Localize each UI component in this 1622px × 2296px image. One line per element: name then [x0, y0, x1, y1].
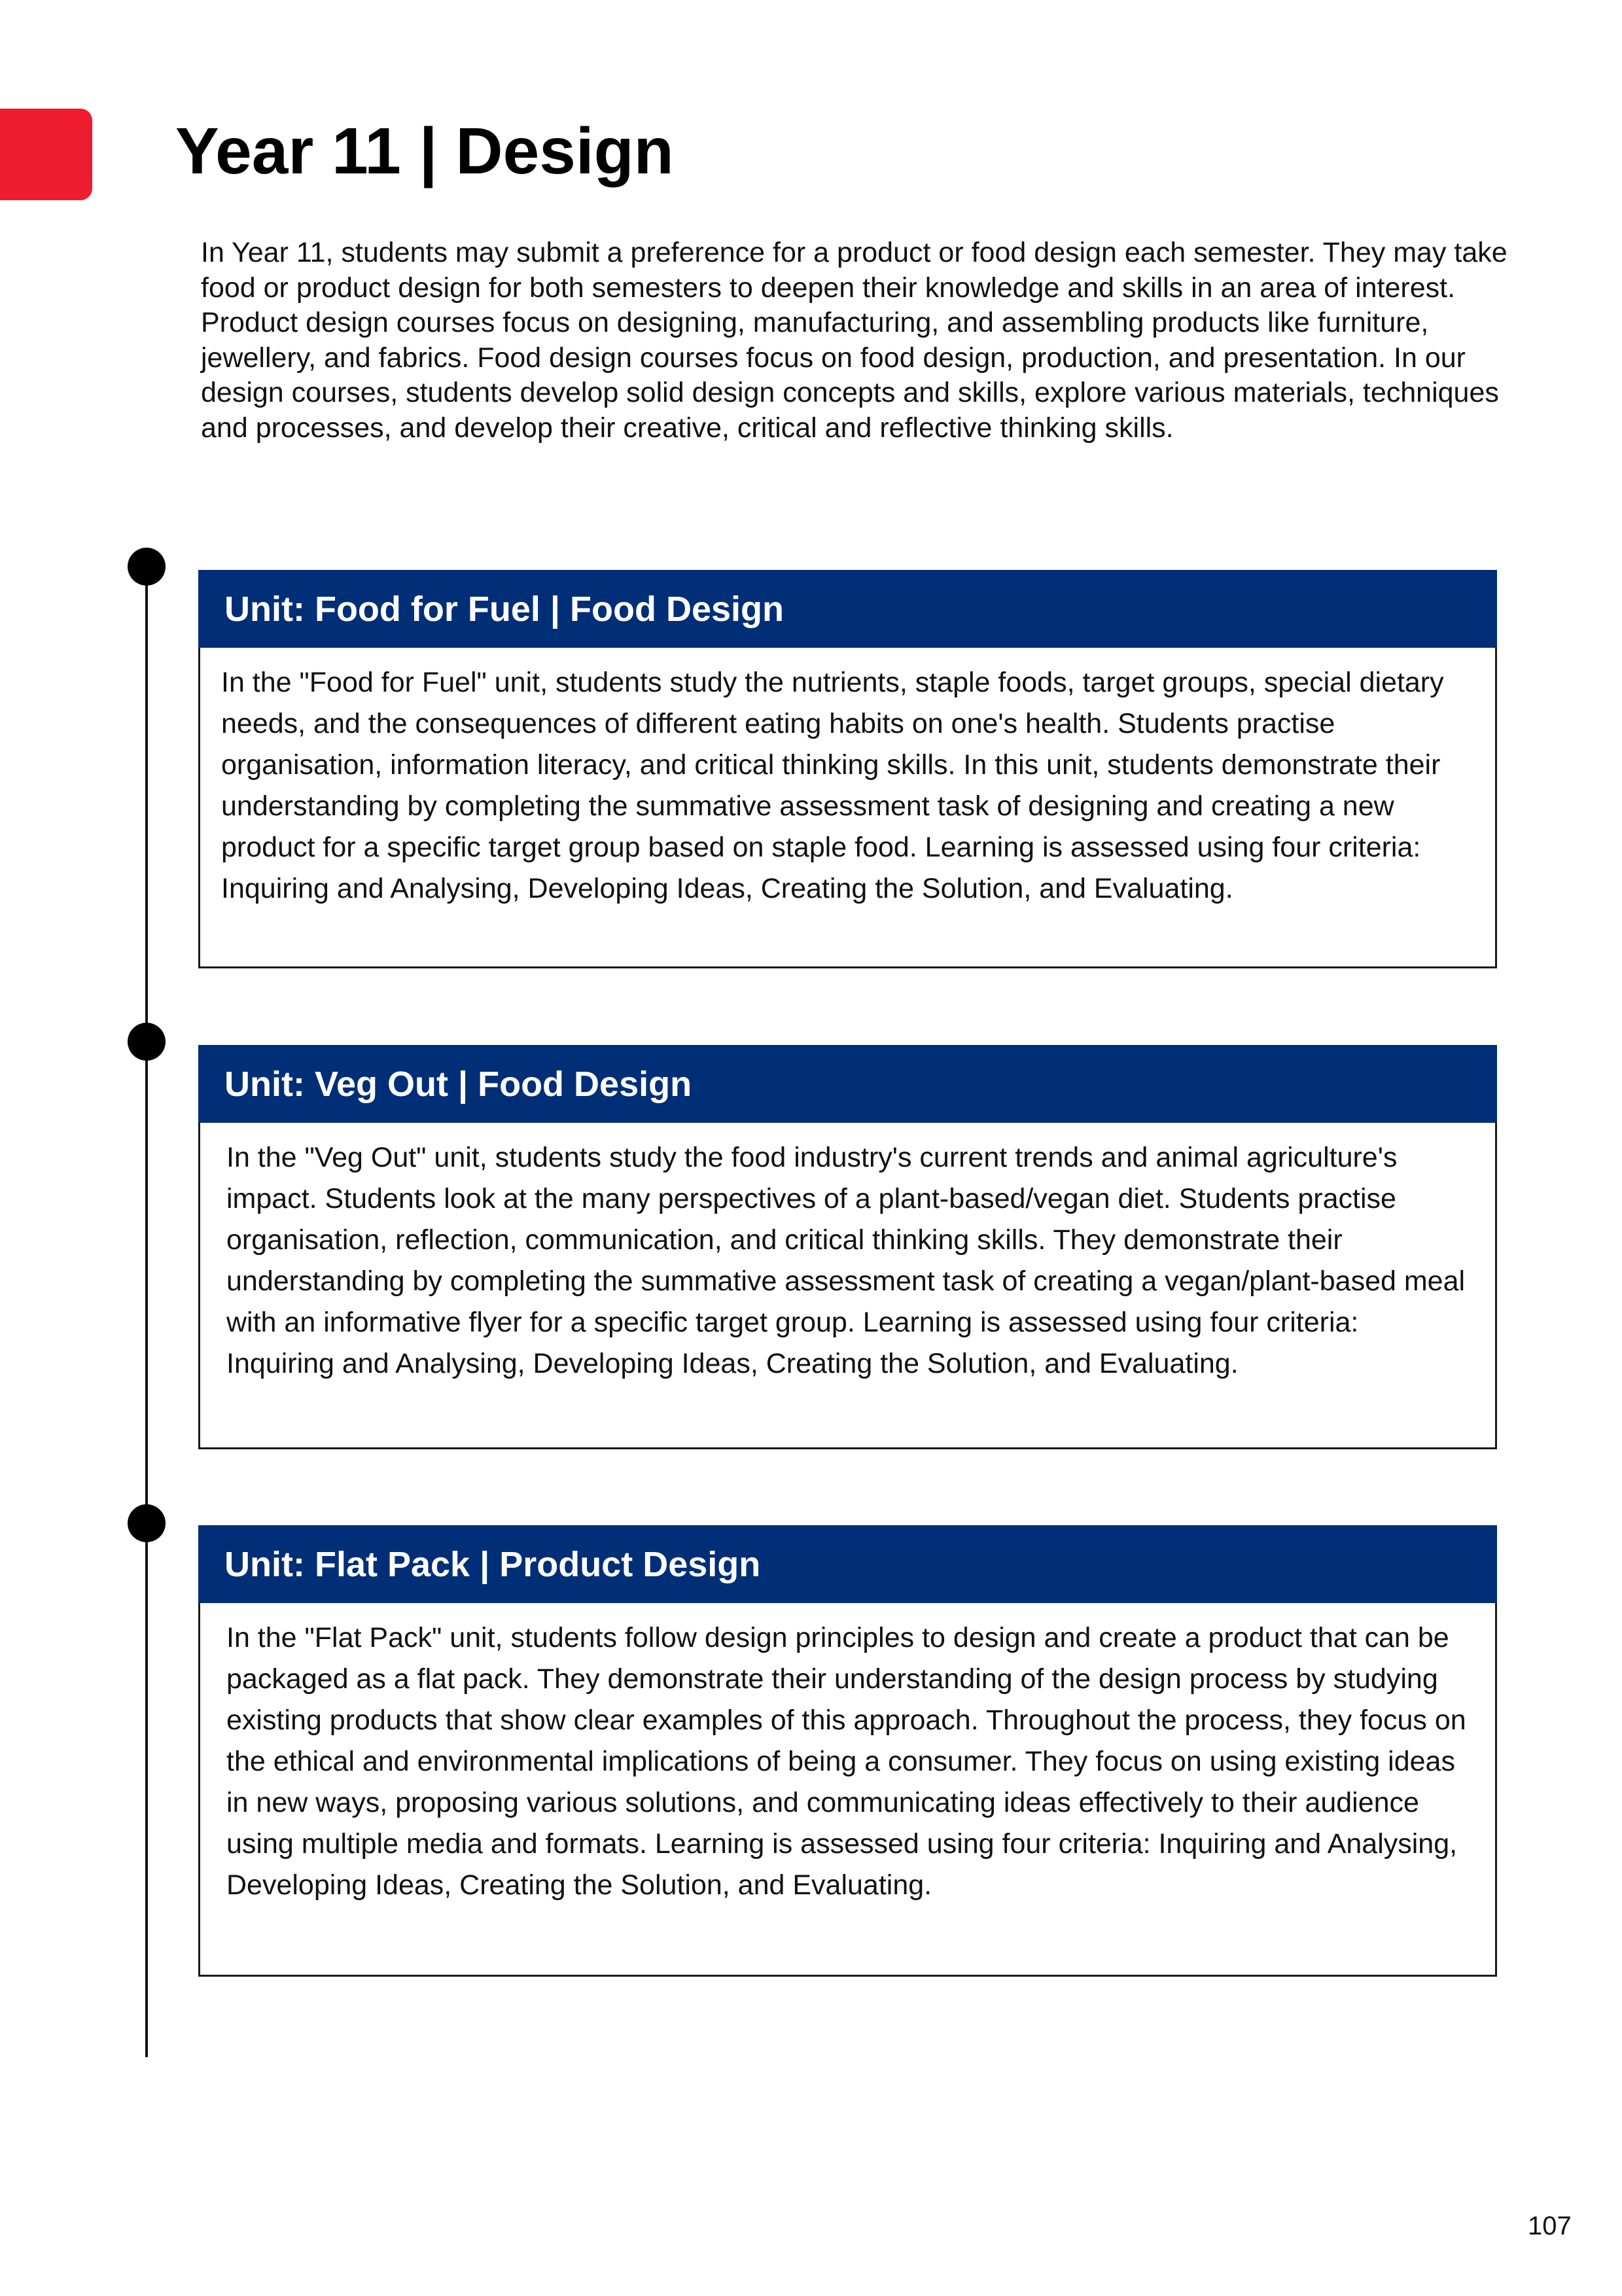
- page-title: Year 11 | Design: [175, 115, 674, 188]
- unit-description: In the "Flat Pack" unit, students follow design principles to design and create a product that can be packaged as a flat pack. They demonstrate their understanding of the design process by studying existing products that show clear examples of this approach. Throughout the process, they focus on the ethical and environmental implications of being a consumer. They focus on using existing ideas in new ways, proposing various solutions, and communicating ideas effectively to their audience using multiple media and formats. Learning is assessed using four criteria: Inquiring and Analysing, Developing Ideas, Creating the Solution, and Evaluating.: [226, 1622, 1466, 1901]
- unit-title: Unit: Food for Fuel | Food Design: [224, 589, 784, 629]
- unit-card-veg-out: [198, 1045, 1497, 1449]
- unit-title: Unit: Flat Pack | Product Design: [224, 1544, 761, 1584]
- unit-title: Unit: Veg Out | Food Design: [224, 1064, 692, 1104]
- intro-paragraph: In Year 11, students may submit a preference for a product or food design each semester. They may take food or product design for both semesters to deepen their knowledge and skills in an area of interest. Product design courses focus on designing, manufacturing, and assembling products like furniture, jewellery, and fabrics. Food design courses focus on food design, production, and presentation. In our design courses, students develop solid design concepts and skills, explore various materials, techniques and processes, and develop their creative, critical and reflective thinking skills.: [201, 237, 1507, 444]
- unit-header: [198, 1045, 1497, 1123]
- unit-header: [198, 570, 1497, 648]
- unit-card-food-for-fuel: [198, 570, 1497, 968]
- timeline-line: [145, 569, 148, 2057]
- unit-description: In the "Food for Fuel" unit, students study the nutrients, staple foods, target groups, special dietary needs, and the consequences of different eating habits on one's health. Students practise organisation, information literacy, and critical thinking skills. In this unit, students demonstrate their understanding by completing the summative assessment task of designing and creating a new product for a specific target group based on staple food. Learning is assessed using four criteria: Inquiring and Analysing, Developing Ideas, Creating the Solution, and Evaluating.: [221, 667, 1444, 904]
- timeline-dot: [128, 1023, 166, 1061]
- timeline-dot: [128, 1504, 166, 1542]
- unit-description: In the "Veg Out" unit, students study the food industry's current trends and animal agriculture's impact. Students look at the many perspectives of a plant-based/vegan diet. Students practise organisation, reflection, communication, and critical thinking skills. They demonstrate their understanding by completing the summative assessment task of creating a vegan/plant-based meal with an informative flyer for a specific target group. Learning is assessed using four criteria: Inquiring and Analysing, Developing Ideas, Creating the Solution, and Evaluating.: [226, 1142, 1466, 1379]
- unit-header: [198, 1525, 1497, 1603]
- page-number: 107: [1528, 2212, 1572, 2240]
- timeline-dot: [128, 548, 166, 586]
- section-tab-marker: [0, 109, 92, 200]
- unit-card-flat-pack: [198, 1525, 1497, 1977]
